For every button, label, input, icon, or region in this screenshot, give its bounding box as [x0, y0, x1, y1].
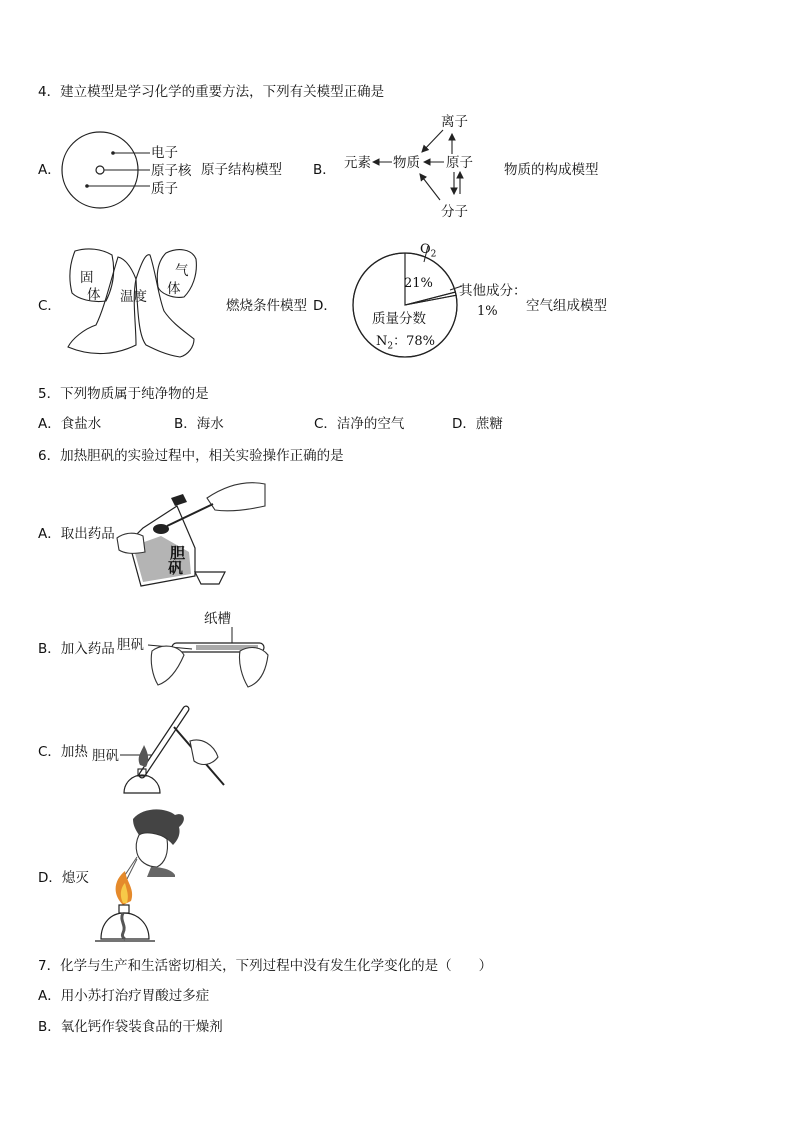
c-bluevitriol-label: 胆矾	[92, 748, 119, 764]
temperature-label: 温度	[120, 289, 147, 305]
q4-b-caption: 物质的构成模型	[504, 162, 599, 178]
nucleus-label: 原子核	[151, 163, 192, 179]
pie-title: 质量分数	[372, 311, 426, 327]
q5-option-a[interactable]: A．食盐水	[38, 416, 102, 432]
solid-label-1: 固	[80, 270, 94, 286]
q4-c-caption: 燃烧条件模型	[226, 298, 307, 314]
q5-option-d[interactable]: D．蔗糖	[452, 416, 503, 432]
q4-option-d-letter[interactable]: D．	[313, 298, 337, 314]
node-matter: 物质	[393, 155, 420, 171]
hand-left	[117, 533, 145, 553]
paper-trough-label: 纸槽	[204, 611, 231, 627]
bottle-label-2: 矾	[168, 559, 184, 577]
ion-to-matter-arrow	[422, 130, 443, 152]
n2-label: $N_2$：78%	[376, 334, 436, 352]
bottle-label-1: 胆	[170, 544, 186, 562]
q6-option-c[interactable]: C．加热	[38, 744, 88, 760]
solid-label-2: 体	[87, 287, 101, 303]
temperature-band-left	[68, 257, 136, 354]
proton-label: 质子	[151, 181, 178, 197]
spoon-bowl	[153, 524, 169, 534]
holding-hand	[190, 740, 218, 765]
q6-option-d[interactable]: D．熄灭	[38, 870, 89, 886]
bottle-stopper	[171, 494, 187, 506]
node-molecule: 分子	[441, 204, 468, 220]
heating-illustration	[120, 705, 235, 800]
other-components-label: 其他成分：	[459, 283, 527, 299]
person-shoulders	[147, 867, 175, 877]
molecule-to-matter-arrow	[420, 174, 440, 200]
q6-stem: 6．加热胆矾的实验过程中，相关实验操作正确的是	[38, 448, 344, 464]
extinguish-illustration	[95, 805, 205, 945]
q6-option-a[interactable]: A．取出药品	[38, 526, 115, 542]
hand-right	[207, 483, 265, 511]
gas-label-2: 体	[167, 281, 181, 297]
lamp-wick-d	[122, 913, 125, 939]
q4-option-c-letter[interactable]: C．	[38, 298, 61, 314]
o2-percent: 21%	[404, 276, 433, 291]
nucleus-circle	[96, 166, 104, 174]
q5-option-b[interactable]: B．海水	[174, 416, 224, 432]
q4-option-a-letter[interactable]: A．	[38, 162, 61, 178]
q6-option-b[interactable]: B．加入药品	[38, 641, 115, 657]
right-hand	[239, 648, 268, 687]
q7-option-b[interactable]: B．氧化钙作袋装食品的干燥剂	[38, 1019, 223, 1035]
flame-c	[139, 745, 149, 767]
node-ion: 离子	[441, 114, 468, 130]
test-tube-inner	[142, 709, 186, 775]
person-face	[136, 833, 167, 867]
q4-a-caption: 原子结构模型	[201, 162, 282, 178]
o2-label: $O_2$	[420, 242, 437, 260]
evaporating-dish	[195, 572, 225, 584]
b-bluevitriol-label: 胆矾	[117, 637, 144, 653]
gas-label-1: 气	[175, 263, 189, 279]
q4-d-caption: 空气组成模型	[526, 298, 607, 314]
add-reagent-illustration	[148, 625, 273, 695]
node-atom: 原子	[446, 155, 473, 171]
q7-option-a[interactable]: A．用小苏打治疗胃酸过多症	[38, 988, 210, 1004]
q5-option-c[interactable]: C．洁净的空气	[314, 416, 405, 432]
q4-stem: 4．建立模型是学习化学的重要方法，下列有关模型正确是	[38, 84, 385, 100]
take-reagent-illustration	[115, 476, 270, 596]
electron-label: 电子	[151, 145, 178, 161]
q4-option-b-letter[interactable]: B．	[313, 162, 336, 178]
lamp-neck-d	[119, 905, 129, 913]
q5-stem: 5．下列物质属于纯净物的是	[38, 386, 209, 402]
other-components-percent: 1%	[477, 304, 498, 319]
q7-stem: 7．化学与生产和生活密切相关，下列过程中没有发生化学变化的是（ ）	[38, 958, 493, 974]
left-hand	[151, 646, 184, 685]
node-element: 元素	[344, 155, 371, 171]
